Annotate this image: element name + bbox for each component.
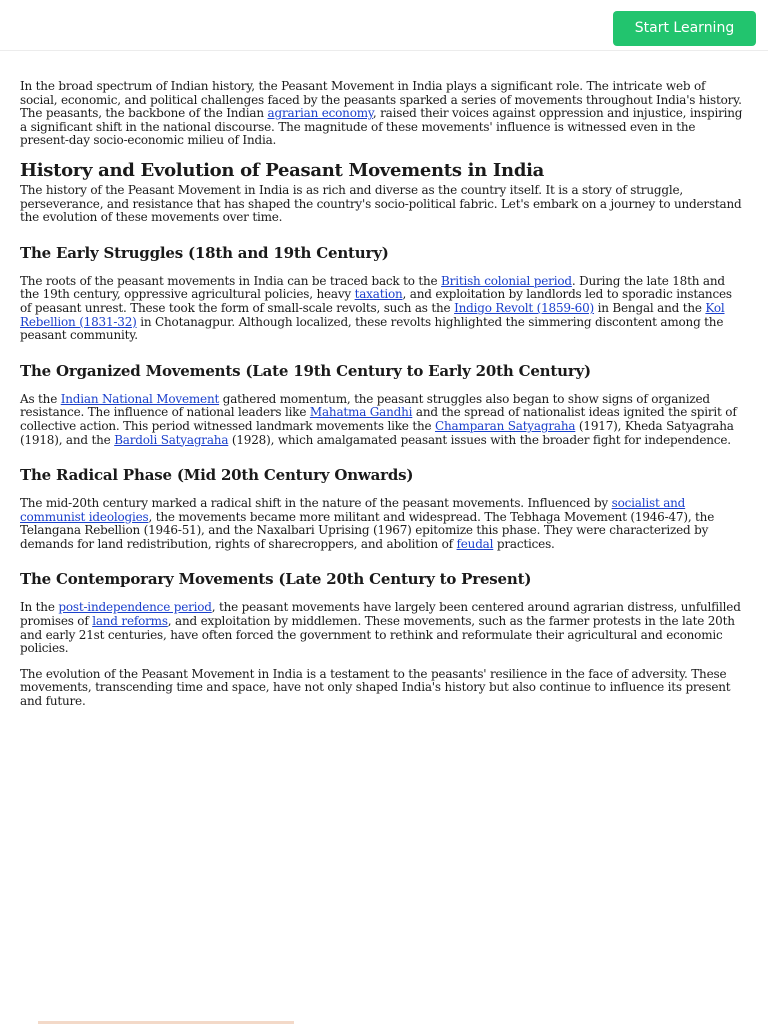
contemporary-paragraph xyxy=(20,601,746,655)
organized-text-1: As the xyxy=(20,391,61,406)
heading-contemporary-movements: The Contemporary Movements (Late 20th Century to Present) xyxy=(20,570,532,589)
intro-paragraph xyxy=(20,80,746,148)
link-socialist-communist-ideologies[interactable]: socialist and communist ideologies xyxy=(20,496,686,524)
contemporary-text-2: , the peasant movements have largely been centered around agrarian distress, unfulfilled promises of xyxy=(20,600,741,629)
intro-text-1: In the broad spectrum of Indian history, the Peasant Movement in India plays a significant role. The intricate web of social, economic, and political challenges faced by the peasants sparked a series of movements throughout India's history. The peasants, the backbone of the Indian xyxy=(20,79,742,121)
contemporary-text-3: , and exploitation by middlemen. These movements, such as the farmer protests in the late 20th and early 21st centuries, have often forced the government to rethink and reformulate their agricultural and economic policies. xyxy=(20,614,735,656)
start-learning-button[interactable]: Start Learning xyxy=(613,11,756,46)
link-agrarian-economy[interactable]: agrarian economy xyxy=(267,106,373,121)
radical-text-1: The mid-20th century marked a radical shift in the nature of the peasant movements. Influenced by xyxy=(20,496,612,511)
early-text-3: , and exploitation by landlords led to sporadic instances of peasant unrest. These took the form of small-scale revolts, such as the xyxy=(20,287,732,315)
radical-text-3: practices. xyxy=(493,536,555,551)
link-kol-rebellion[interactable]: Kol Rebellion (1831-32) xyxy=(20,300,725,329)
top-bar xyxy=(0,0,768,51)
organized-text-4: (1917), Kheda Satyagraha (1918), and the xyxy=(20,418,734,447)
history-paragraph: The history of the Peasant Movement in India is as rich and diverse as the country itself. It is a story of struggle, perseverance, and resistance that has shaped the country's socio-political fabric. Let's embark on a journey to understand the evolution of these movements over time. xyxy=(20,182,742,225)
link-indian-national-movement[interactable]: Indian National Movement xyxy=(60,391,220,406)
organized-paragraph xyxy=(20,393,746,447)
contemporary-text-1: In the xyxy=(20,600,59,615)
organized-text-3: and the spread of nationalist ideas ignited the spirit of collective action. This period witnessed landmark movements like the xyxy=(20,405,737,433)
link-feudal[interactable]: feudal xyxy=(456,536,494,551)
early-text-4: in Bengal and the xyxy=(594,300,706,315)
link-mahatma-gandhi[interactable]: Mahatma Gandhi xyxy=(309,405,413,420)
heading-radical-phase: The Radical Phase (Mid 20th Century Onwards) xyxy=(20,466,414,485)
heading-history-evolution: History and Evolution of Peasant Movements in India xyxy=(20,159,545,181)
early-text-5: in Chotanagpur. Although localized, these revolts highlighted the simmering discontent among the peasant community. xyxy=(20,314,724,343)
radical-text-2: , the movements became more militant and widespread. The Tebhaga Movement (1946-47), the Telangana Rebellion (1946-51), and the Naxalbari Uprising (1967) epitomize this phase. They were characterized by demands for land redistribution, rights of sharecroppers, and abolition of xyxy=(20,509,715,551)
heading-early-struggles: The Early Struggles (18th and 19th Century) xyxy=(20,243,389,262)
early-text-2: . During the late 18th and the 19th century, oppressive agricultural policies, heavy xyxy=(20,273,725,302)
link-taxation[interactable]: taxation xyxy=(354,287,403,302)
early-text-1: The roots of the peasant movements in India can be traced back to the xyxy=(20,273,442,288)
link-british-colonial-period[interactable]: British colonial period xyxy=(441,273,572,288)
link-bardoli-satyagraha[interactable]: Bardoli Satyagraha xyxy=(114,432,229,447)
early-paragraph xyxy=(20,275,746,343)
link-post-independence-period[interactable]: post-independence period xyxy=(58,600,212,615)
link-champaran-satyagraha[interactable]: Champaran Satyagraha xyxy=(435,418,576,433)
organized-text-2: gathered momentum, the peasant struggles also began to show signs of organized resistance. The influence of national leaders like xyxy=(20,391,710,420)
link-indigo-revolt[interactable]: Indigo Revolt (1859-60) xyxy=(454,300,595,315)
heading-organized-movements: The Organized Movements (Late 19th Century to Early 20th Century) xyxy=(20,361,591,380)
intro-text-2: , raised their voices against oppression and injustice, inspiring a significant shift in the national discourse. The magnitude of these movements' influence is witnessed even in the present-day socio-economic milieu of India. xyxy=(20,106,743,148)
closing-paragraph: The evolution of the Peasant Movement in India is a testament to the peasants' resilience in the face of adversity. These movements, transcending time and space, have not only shaped India's history but also continue to influence its present and future. xyxy=(20,666,731,709)
link-land-reforms[interactable]: land reforms xyxy=(92,614,168,629)
organized-text-5: (1928), which amalgamated peasant issues with the broader fight for independence. xyxy=(228,432,731,447)
radical-paragraph xyxy=(20,497,746,551)
article-content xyxy=(20,80,746,709)
